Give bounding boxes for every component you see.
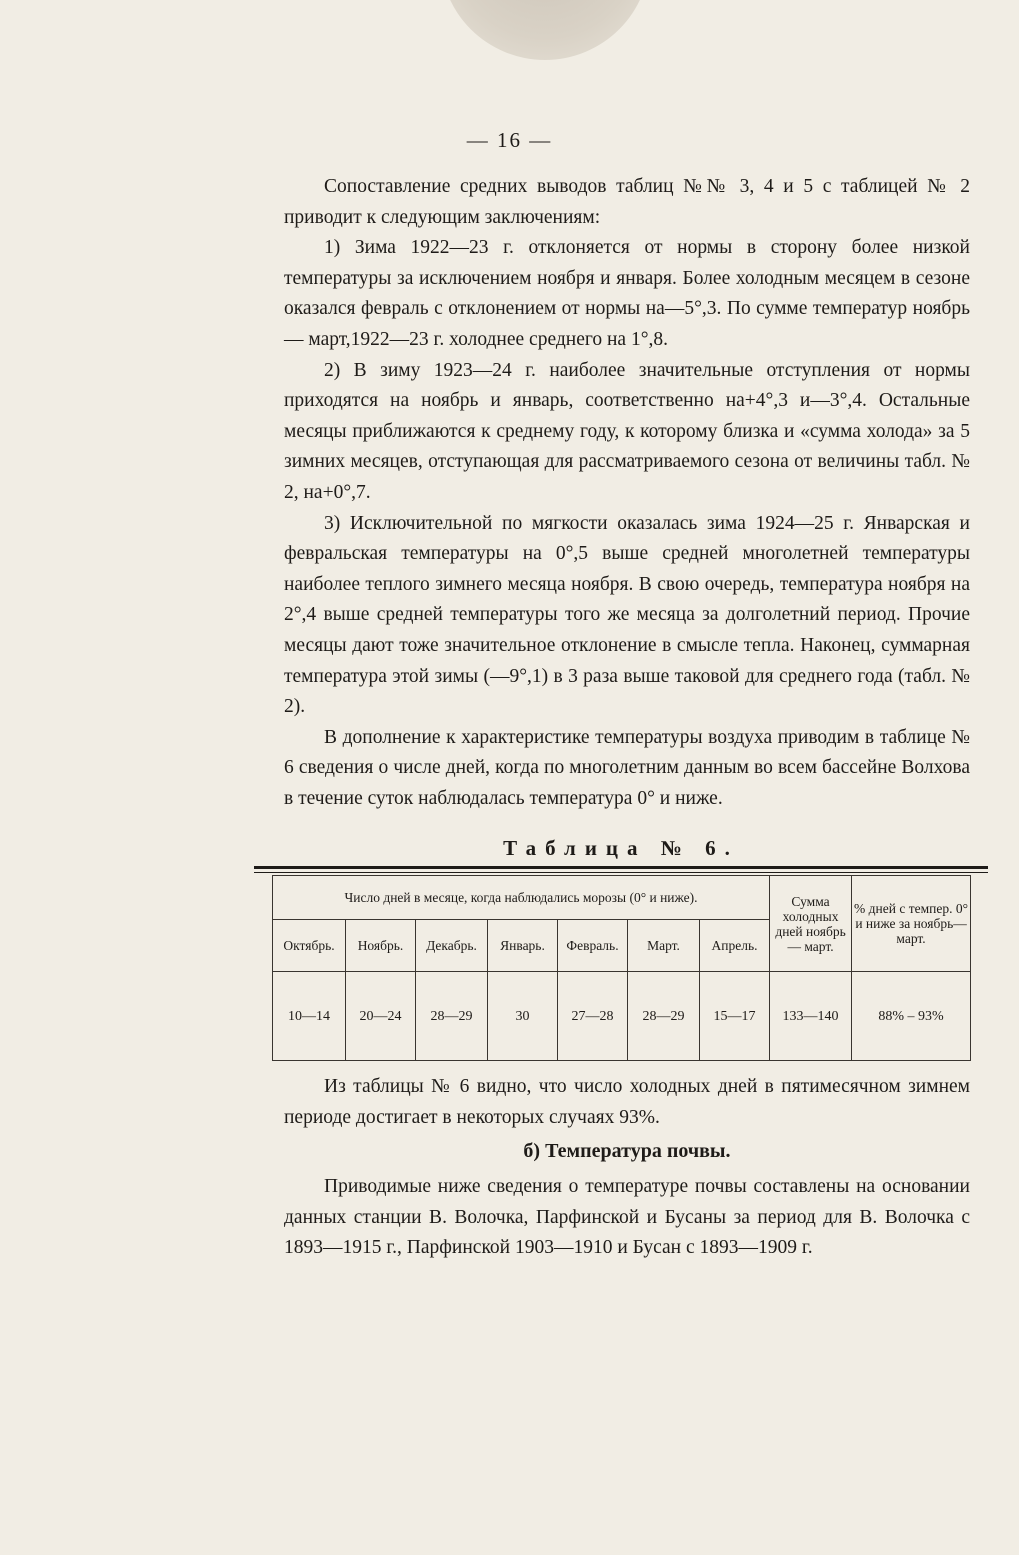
body-text-soil [284, 1172, 970, 1264]
binding-hole [440, 0, 650, 60]
paragraph: Приводимые ниже сведения о температуре почвы составлены на основании данных станции В. Волочка, Парфинской и Бусаны за период для В. Волочка с 1893—1915 г., Парфинской 1903—1910 и Бусан с 1893—1909 г. [284, 1176, 970, 1259]
paragraph: Сопоставление средних выводов таблиц №№ 3, 4 и 5 с таблицей № 2 приводит к следующим заключениям: [284, 176, 970, 228]
month-header: Февраль. [558, 920, 628, 972]
table-group-header: Число дней в месяце, когда наблюдались морозы (0° и ниже). [273, 876, 770, 920]
table-cell: 88% – 93% [852, 972, 971, 1061]
month-header: Ноябрь. [346, 920, 416, 972]
body-text-top [284, 172, 970, 814]
table-sum-header: Сумма холодных дней ноябрь— март. [770, 876, 852, 972]
table-cell: 27—28 [558, 972, 628, 1061]
paragraph: 3) Исключительной по мягкости оказалась зима 1924—25 г. Январская и февральская температуры на 0°,5 выше средней многолетней температуры наиболее теплого зимнего месяца ноября. В свою очередь, температура ноября на 2°,4 выше средней температуры того же месяца за долголетний период. Прочие месяцы дают тоже значительное отклонение в смысле тепла. Наконец, суммарная температура этой зимы (—9°,1) в 3 раза выше таковой для среднего года (табл. № 2). [284, 512, 970, 718]
table-rule-thick [254, 866, 988, 869]
table-cell: 28—29 [416, 972, 488, 1061]
month-header: Октябрь. [273, 920, 346, 972]
table-pct-header: % дней с темпер. 0° и ниже за ноябрь—март. [852, 876, 971, 972]
table-row [273, 972, 971, 1061]
table-rule-thin [254, 872, 988, 873]
body-text-after-table [284, 1072, 970, 1133]
table-caption: Таблица № 6. [503, 836, 739, 860]
month-header: Декабрь. [416, 920, 488, 972]
table-cell: 30 [488, 972, 558, 1061]
month-header: Апрель. [700, 920, 770, 972]
paragraph: В дополнение к характеристике температуры воздуха приводим в таблице № 6 сведения о числе дней, когда по многолетним данным во всем бассейне Волхова в течение суток наблюдалась температура 0° и ниже. [284, 726, 970, 809]
frost-days-table [272, 875, 971, 1061]
page-number: — 16 — [466, 128, 553, 152]
section-subheading: б) Температура почвы. [523, 1140, 731, 1162]
table-cell: 10—14 [273, 972, 346, 1061]
paragraph: 1) Зима 1922—23 г. отклоняется от нормы в сторону более низкой температуры за исключением ноября и января. Более холодным месяцем в сезоне оказался февраль с отклонением от нормы на—5°,3. По сумме температур ноябрь— март,1922—23 г. холоднее среднего на 1°,8. [284, 237, 970, 350]
table-cell: 28—29 [628, 972, 700, 1061]
month-header: Март. [628, 920, 700, 972]
paragraph: Из таблицы № 6 видно, что число холодных дней в пятимесячном зимнем периоде достигает в некоторых случаях 93%. [284, 1076, 970, 1128]
table-cell: 20—24 [346, 972, 416, 1061]
table-cell: 15—17 [700, 972, 770, 1061]
month-header: Январь. [488, 920, 558, 972]
paragraph: 2) В зиму 1923—24 г. наиболее значительные отступления от нормы приходятся на ноябрь и январь, соответственно на+4°,3 и—3°,4. Остальные месяцы приближаются к среднему году, к которому близка и «сумма холода» за 5 зимних месяцев, отступающая для рассматриваемого сезона от величины табл. № 2, на+0°,7. [284, 359, 970, 503]
table-cell: 133—140 [770, 972, 852, 1061]
